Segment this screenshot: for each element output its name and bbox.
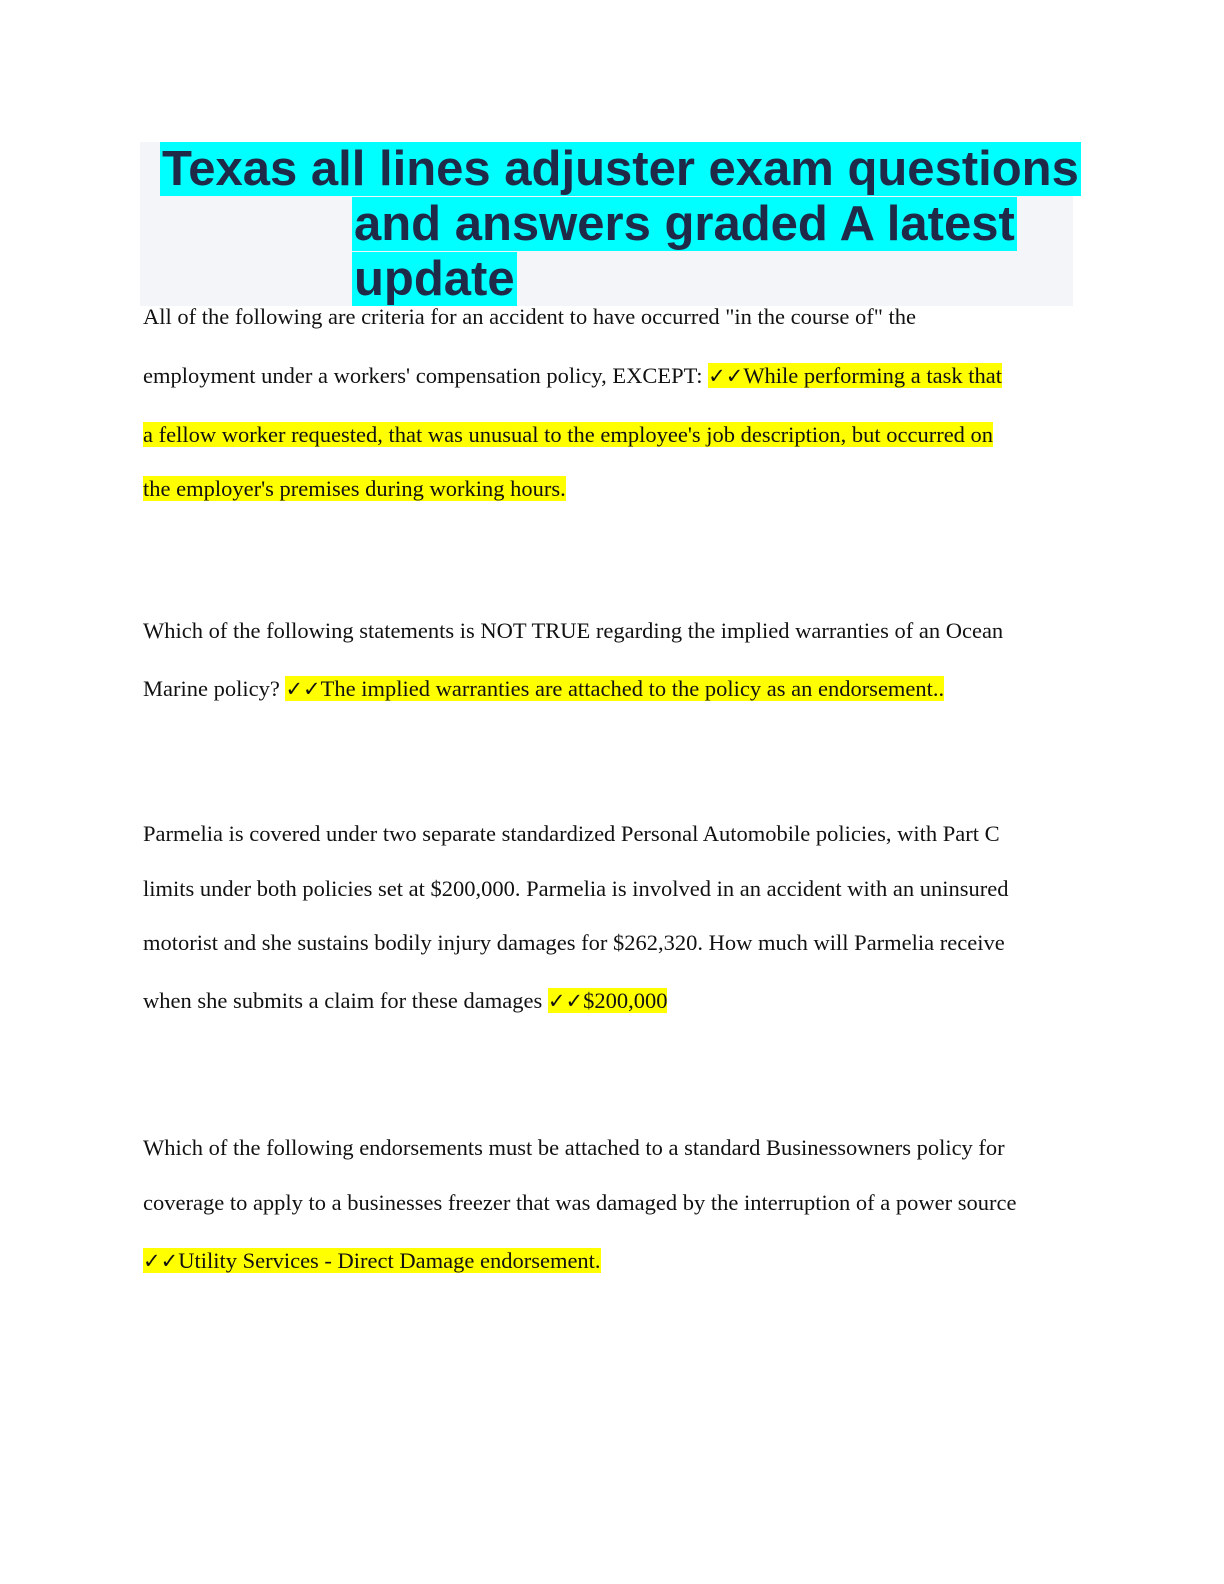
q3-line-3: motorist and she sustains bodily injury damages for $262,320. How much will Parmelia receive [143, 930, 1005, 955]
q3-line-4 [143, 986, 667, 1016]
q2-line-1: Which of the following statements is NOT TRUE regarding the implied warranties of an Ocean [143, 618, 1004, 643]
q1-question-text: employment under a workers' compensation policy, EXCEPT: [143, 363, 709, 388]
title-text-2: and answers graded A latest [354, 197, 1015, 251]
q1-line-2 [143, 361, 1002, 391]
q3-line-1: Parmelia is covered under two separate standardized Personal Automobile policies, with Part C [143, 821, 1000, 846]
q2-answer [285, 676, 944, 701]
q2-line-2 [143, 674, 944, 704]
check-mark-icon: ✓✓ [708, 364, 744, 388]
q1-answer-text-1: While performing a task that [743, 363, 1002, 388]
q3-answer [548, 988, 668, 1013]
q1-line-3 [143, 420, 993, 450]
q2-question-text: Marine policy? [143, 676, 286, 701]
q3-line-2: limits under both policies set at $200,000. Parmelia is involved in an accident with an uninsured [143, 876, 1009, 901]
q4-line-1: Which of the following endorsements must be attached to a standard Businessowners policy for [143, 1135, 1005, 1160]
title-text-1: Texas all lines adjuster exam questions [162, 142, 1079, 196]
q4-line-3 [143, 1246, 601, 1276]
q2-answer-text: The implied warranties are attached to the policy as an endorsement.. [320, 676, 945, 701]
q3-question-text: when she submits a claim for these damages [143, 988, 548, 1013]
q1-answer-start [708, 363, 1002, 388]
q1-answer-text-2: a fellow worker requested, that was unusual to the employee's job description, but occurred on [143, 422, 994, 447]
q4-line-2: coverage to apply to a businesses freezer that was damaged by the interruption of a power source [143, 1190, 1017, 1215]
q4-answer-text: Utility Services - Direct Damage endorsement. [178, 1248, 601, 1273]
q1-answer-text-3: the employer's premises during working hours. [143, 476, 566, 501]
check-mark-icon: ✓✓ [285, 677, 321, 701]
document-title-line-1 [160, 141, 1081, 197]
check-mark-icon: ✓✓ [547, 989, 584, 1013]
q4-answer [143, 1248, 601, 1273]
q1-line-1: All of the following are criteria for an accident to have occurred "in the course of" the [143, 304, 917, 329]
q3-answer-text: $200,000 [583, 988, 668, 1013]
document-title-line-2 [352, 196, 1017, 252]
check-mark-icon: ✓✓ [143, 1249, 179, 1273]
document-title-line-3 [352, 251, 517, 307]
q1-line-4 [143, 474, 566, 504]
title-text-3: update [354, 252, 515, 306]
